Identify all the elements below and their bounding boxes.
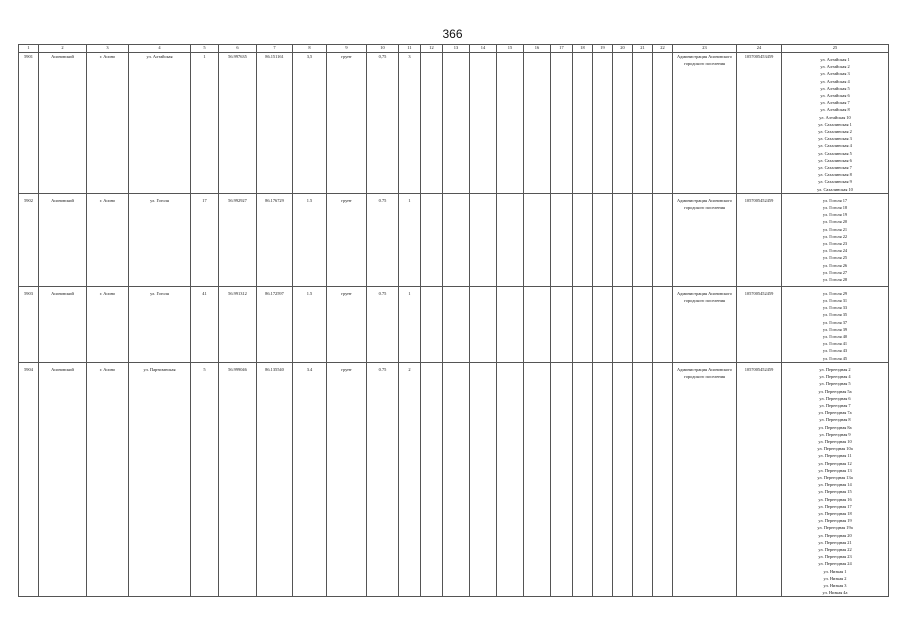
empty-cell xyxy=(524,193,551,286)
cell-district: Асиновский xyxy=(39,362,87,597)
cell-ogrn: 1057005452459 xyxy=(737,193,782,286)
column-number-header: 17 xyxy=(551,45,573,53)
empty-cell xyxy=(524,286,551,362)
address-line: ул. Переездная 21 xyxy=(818,539,852,545)
empty-cell xyxy=(633,286,653,362)
cell-latitude: 56.997635 xyxy=(219,53,257,194)
address-line: ул. Переездная 19 xyxy=(818,518,852,524)
address-line: ул. Гоголя 35 xyxy=(822,312,848,318)
cell-area: 1.5 xyxy=(293,286,327,362)
cell-street: ул. Алтайская xyxy=(129,53,191,194)
address-line: ул. Гоголя 41 xyxy=(822,341,848,347)
address-line: ул. Гоголя 18 xyxy=(822,205,848,211)
table-row xyxy=(19,53,889,194)
address-line: ул. Сахалинская 7 xyxy=(818,165,852,171)
cell-latitude: 56.991312 xyxy=(219,286,257,362)
address-line: ул. Переездная 18 xyxy=(818,510,852,516)
cell-count: 2 xyxy=(399,362,421,597)
cell-number: 5902 xyxy=(19,193,39,286)
cell-district: Асиновский xyxy=(39,286,87,362)
column-number-header: 12 xyxy=(421,45,443,53)
column-number-header: 10 xyxy=(367,45,399,53)
empty-cell xyxy=(633,362,653,597)
address-line: ул. Гоголя 21 xyxy=(822,226,848,232)
cell-street: ул. Гоголя xyxy=(129,193,191,286)
cell-addresses xyxy=(782,53,889,194)
column-number-header: 6 xyxy=(219,45,257,53)
empty-cell xyxy=(421,193,443,286)
cell-count: 1 xyxy=(399,286,421,362)
page-number: 366 xyxy=(442,27,463,41)
address-line: ул. Сахалинская 5 xyxy=(818,150,852,156)
address-line: ул. Алтайская 7 xyxy=(820,100,850,106)
empty-cell xyxy=(443,193,470,286)
empty-cell xyxy=(593,193,613,286)
empty-cell xyxy=(653,362,673,597)
address-line: ул. Алтайская 3 xyxy=(820,71,850,77)
address-line: ул. Гоголя 45 xyxy=(822,355,848,361)
register-table xyxy=(18,44,889,597)
cell-house: 1 xyxy=(191,53,219,194)
empty-cell xyxy=(443,362,470,597)
cell-owner: Администрация Асиновского городского поселения xyxy=(673,362,737,597)
cell-volume: 0,75 xyxy=(367,53,399,194)
empty-cell xyxy=(593,362,613,597)
cell-longitude: 86.176729 xyxy=(257,193,293,286)
address-line: ул. Переездная 2 xyxy=(819,366,851,372)
empty-cell xyxy=(470,193,497,286)
cell-count: 3 xyxy=(399,53,421,194)
address-line: ул. Переездная 24 xyxy=(818,561,852,567)
address-line: ул. Гоголя 33 xyxy=(822,305,848,311)
address-line: ул. Гоголя 28 xyxy=(822,277,848,283)
address-line: ул. Гоголя 43 xyxy=(822,348,848,354)
address-line: ул. Алтайская 8 xyxy=(820,107,850,113)
empty-cell xyxy=(633,193,653,286)
address-line: ул. Алтайская 1 xyxy=(820,57,850,62)
address-line: ул. Гоголя 17 xyxy=(822,197,848,203)
cell-street: ул. Партизанская xyxy=(129,362,191,597)
cell-addresses xyxy=(782,286,889,362)
empty-cell xyxy=(497,286,524,362)
empty-cell xyxy=(573,53,593,194)
address-line: ул. Переездная 7 xyxy=(819,402,851,408)
cell-number: 5901 xyxy=(19,53,39,194)
address-line: ул. Алтайская 6 xyxy=(820,93,850,99)
column-number-header: 8 xyxy=(293,45,327,53)
column-number-header: 22 xyxy=(653,45,673,53)
address-line: ул. Гоголя 25 xyxy=(822,255,848,261)
address-line: ул. Переездная 8а xyxy=(818,424,852,430)
table-row xyxy=(19,286,889,362)
address-line: ул. Гоголя 27 xyxy=(822,269,848,275)
column-number-header: 11 xyxy=(399,45,421,53)
column-number-header: 3 xyxy=(87,45,129,53)
cell-latitude: 56.999046 xyxy=(219,362,257,597)
table-row xyxy=(19,362,889,597)
cell-owner: Администрация Асиновского городского поселения xyxy=(673,193,737,286)
cell-settlement: г. Асино xyxy=(87,193,129,286)
address-line: ул. Гоголя 22 xyxy=(822,233,848,239)
column-number-header: 14 xyxy=(470,45,497,53)
column-number-header: 5 xyxy=(191,45,219,53)
cell-area: 3.4 xyxy=(293,362,327,597)
empty-cell xyxy=(524,53,551,194)
address-line: ул. Сахалинская 8 xyxy=(818,172,852,178)
address-line: ул. Переездная 10 xyxy=(818,438,852,444)
address-line: ул. Переездная 7а xyxy=(818,410,852,416)
empty-cell xyxy=(470,53,497,194)
cell-district: Асиновский xyxy=(39,193,87,286)
address-line: ул. Сахалинская 2 xyxy=(818,129,852,135)
column-number-row xyxy=(19,45,889,53)
cell-area: 1.5 xyxy=(293,193,327,286)
empty-cell xyxy=(613,53,633,194)
address-line: ул. Переездная 5а xyxy=(818,388,852,394)
cell-house: 5 xyxy=(191,362,219,597)
cell-longitude: 86.172597 xyxy=(257,286,293,362)
column-number-header: 21 xyxy=(633,45,653,53)
empty-cell xyxy=(573,286,593,362)
address-line: ул. Переездная 15 xyxy=(818,489,852,495)
empty-cell xyxy=(470,286,497,362)
empty-cell xyxy=(421,286,443,362)
address-line: ул. Гоголя 19 xyxy=(822,212,848,218)
cell-area: 3,5 xyxy=(293,53,327,194)
address-line: ул. Гоголя 31 xyxy=(822,298,848,304)
column-number-header: 23 xyxy=(673,45,737,53)
empty-cell xyxy=(421,362,443,597)
address-line: ул. Сахалинская 6 xyxy=(818,157,852,163)
cell-number: 5903 xyxy=(19,286,39,362)
empty-cell xyxy=(653,53,673,194)
address-line: ул. Низкая 1 xyxy=(823,568,847,574)
address-line: ул. Переездная 17 xyxy=(818,503,852,509)
cell-surface: грунт xyxy=(327,286,367,362)
cell-street: ул. Гоголя xyxy=(129,286,191,362)
address-line: ул. Переездная 4 xyxy=(819,374,851,380)
address-line: ул. Переездная 16 xyxy=(818,496,852,502)
cell-count: 1 xyxy=(399,193,421,286)
cell-surface: грунт xyxy=(327,362,367,597)
cell-district: Асиновский xyxy=(39,53,87,194)
column-number-header: 16 xyxy=(524,45,551,53)
empty-cell xyxy=(573,193,593,286)
cell-settlement: г. Асино xyxy=(87,286,129,362)
empty-cell xyxy=(551,193,573,286)
address-line: ул. Алтайская 4 xyxy=(820,78,850,84)
column-number-header: 2 xyxy=(39,45,87,53)
address-line: ул. Переездная 9 xyxy=(819,431,851,437)
empty-cell xyxy=(443,286,470,362)
empty-cell xyxy=(443,53,470,194)
address-line: ул. Переездная 10а xyxy=(817,446,853,452)
address-line: ул. Гоголя 29 xyxy=(822,290,848,296)
column-number-header: 19 xyxy=(593,45,613,53)
address-line: ул. Переездная 6 xyxy=(819,395,851,401)
column-number-header: 15 xyxy=(497,45,524,53)
empty-cell xyxy=(613,362,633,597)
empty-cell xyxy=(613,193,633,286)
cell-house: 17 xyxy=(191,193,219,286)
cell-latitude: 56.992927 xyxy=(219,193,257,286)
cell-addresses xyxy=(782,193,889,286)
address-line: ул. Гоголя 20 xyxy=(822,219,848,225)
column-number-header: 7 xyxy=(257,45,293,53)
column-number-header: 18 xyxy=(573,45,593,53)
address-line: ул. Гоголя 23 xyxy=(822,241,848,247)
address-line: ул. Низкая 2 xyxy=(823,575,847,581)
cell-ogrn: 1057005452459 xyxy=(737,362,782,597)
cell-settlement: г. Асино xyxy=(87,53,129,194)
empty-cell xyxy=(497,53,524,194)
cell-owner: Администрация Асиновского городского поселения xyxy=(673,53,737,194)
cell-owner: Администрация Асиновского городского поселения xyxy=(673,286,737,362)
column-number-header: 1 xyxy=(19,45,39,53)
column-number-header: 4 xyxy=(129,45,191,53)
empty-cell xyxy=(593,53,613,194)
address-line: ул. Алтайская 10 xyxy=(819,114,851,120)
cell-volume: 0.75 xyxy=(367,286,399,362)
cell-volume: 0.75 xyxy=(367,362,399,597)
empty-cell xyxy=(573,362,593,597)
empty-cell xyxy=(497,193,524,286)
address-line: ул. Сахалинская 10 xyxy=(817,186,853,192)
empty-cell xyxy=(653,193,673,286)
address-line: ул. Гоголя 24 xyxy=(822,248,848,254)
address-line: ул. Переездная 13а xyxy=(817,474,853,480)
empty-cell xyxy=(524,362,551,597)
empty-cell xyxy=(633,53,653,194)
cell-house: 41 xyxy=(191,286,219,362)
cell-settlement: г. Асино xyxy=(87,362,129,597)
column-number-header: 9 xyxy=(327,45,367,53)
address-line: ул. Гоголя 40 xyxy=(822,334,848,340)
address-line: ул. Низкая 3 xyxy=(823,582,847,588)
address-line: ул. Сахалинская 3 xyxy=(818,136,852,142)
address-line: ул. Гоголя 37 xyxy=(822,319,848,325)
address-line: ул. Переездная 14 xyxy=(818,482,852,488)
cell-number: 5904 xyxy=(19,362,39,597)
address-line: ул. Переездная 19а xyxy=(817,525,853,531)
column-number-header: 13 xyxy=(443,45,470,53)
address-line: ул. Переездная 13 xyxy=(818,467,852,473)
address-line: ул. Сахалинская 1 xyxy=(818,121,852,127)
address-line: ул. Алтайская 2 xyxy=(820,64,850,70)
cell-surface: грунт xyxy=(327,193,367,286)
address-line: ул. Переездная 11 xyxy=(818,453,852,459)
empty-cell xyxy=(613,286,633,362)
address-line: ул. Переездная 23 xyxy=(818,554,852,560)
empty-cell xyxy=(653,286,673,362)
empty-cell xyxy=(551,362,573,597)
address-line: ул. Переездная 22 xyxy=(818,546,852,552)
column-number-header: 24 xyxy=(737,45,782,53)
address-line: ул. Переездная 8 xyxy=(819,417,851,423)
address-line: ул. Переездная 5 xyxy=(819,381,851,387)
empty-cell xyxy=(551,53,573,194)
empty-cell xyxy=(470,362,497,597)
address-line: ул. Низкая 4а xyxy=(822,590,848,596)
cell-longitude: 86.135540 xyxy=(257,362,293,597)
address-line: ул. Сахалинская 9 xyxy=(818,179,852,185)
address-line: ул. Сахалинская 4 xyxy=(818,143,852,149)
empty-cell xyxy=(593,286,613,362)
table-row xyxy=(19,193,889,286)
cell-longitude: 86.151161 xyxy=(257,53,293,194)
empty-cell xyxy=(497,362,524,597)
cell-volume: 0.75 xyxy=(367,193,399,286)
cell-surface: грунт xyxy=(327,53,367,194)
empty-cell xyxy=(551,286,573,362)
address-line: ул. Переездная 12 xyxy=(818,460,852,466)
column-number-header: 25 xyxy=(782,45,889,53)
cell-addresses xyxy=(782,362,889,597)
cell-ogrn: 1057005453459 xyxy=(737,53,782,194)
cell-ogrn: 1057005452459 xyxy=(737,286,782,362)
column-number-header: 20 xyxy=(613,45,633,53)
address-line: ул. Переездная 20 xyxy=(818,532,852,538)
address-line: ул. Гоголя 26 xyxy=(822,262,848,268)
address-line: ул. Алтайская 5 xyxy=(820,85,850,91)
empty-cell xyxy=(421,53,443,194)
address-line: ул. Гоголя 39 xyxy=(822,326,848,332)
